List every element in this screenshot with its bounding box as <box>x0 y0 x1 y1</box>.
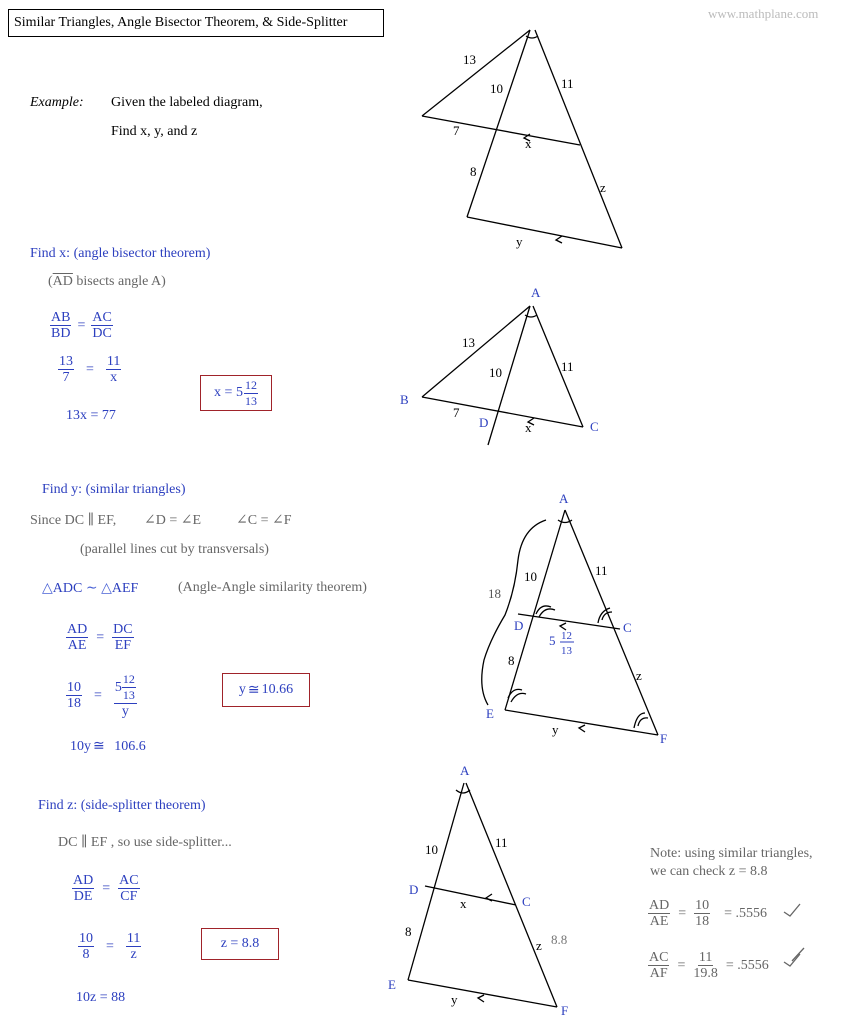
frac-den: AE <box>649 914 669 929</box>
d4-label-y: y <box>451 992 458 1007</box>
d3-label-11: 11 <box>595 563 608 578</box>
approx-symbol: ≅ <box>93 739 105 754</box>
parallel-symbol: ∥ <box>87 513 95 528</box>
d3-dc-whole: 5 <box>549 633 556 648</box>
eq-right: 106.6 <box>114 739 146 754</box>
findy-equation <box>70 738 146 755</box>
d2-label-7: 7 <box>453 405 460 420</box>
findz-proportion-1 <box>72 873 140 904</box>
findx-heading: Find x: (angle bisector theorem) <box>30 246 211 261</box>
equals-sign: = <box>96 629 105 645</box>
d3-vertex-f: F <box>660 731 668 746</box>
findy-angle-cf <box>236 512 292 529</box>
page-title: Similar Triangles, Angle Bisector Theorem, & Side-Splitter <box>8 9 384 37</box>
frac-den: 13 <box>122 688 135 702</box>
findy-angle-de <box>144 512 201 529</box>
frac-num: 11 <box>698 950 713 965</box>
answer-value: 10.66 <box>261 682 294 697</box>
d3-label-18: 18 <box>488 586 501 601</box>
d4-vertex-e: E <box>388 977 396 992</box>
frac-den: AE <box>67 638 87 653</box>
d3-vertex-d: D <box>514 618 524 633</box>
frac-num: 13 <box>59 354 73 369</box>
parallel-symbol: ∥ <box>80 835 88 850</box>
d2-label-13: 13 <box>462 335 475 350</box>
frac-num: 12 <box>244 377 257 392</box>
d1-label-x: x <box>525 136 532 151</box>
frac-num: 12 <box>122 672 135 686</box>
d4-vertex-c: C <box>522 894 531 909</box>
d2-label-11: 11 <box>561 359 574 374</box>
findy-answer-box <box>222 673 310 707</box>
d3-dc-num: 12 <box>561 630 572 642</box>
d3-vertex-e: E <box>486 706 494 721</box>
mixed-whole: 5 <box>114 680 122 695</box>
d4-label-x: x <box>460 896 467 911</box>
sim-right: AEF <box>111 581 139 596</box>
frac-num: AD <box>73 873 94 888</box>
d4-label-10: 10 <box>425 842 438 857</box>
findz-proportion-2 <box>78 931 141 962</box>
findy-sim-note: (Angle-Angle similarity theorem) <box>178 580 367 595</box>
frac-num: AC <box>649 950 669 965</box>
frac-den: z <box>130 947 137 962</box>
findx-answer-box <box>200 375 272 411</box>
frac-den: EF <box>114 638 132 653</box>
d4-vertex-f: F <box>561 1003 569 1018</box>
d1-label-11: 11 <box>561 76 574 91</box>
findy-since-text: Since DC <box>30 513 85 528</box>
check-ratio-1 <box>648 898 767 929</box>
equals-sign: = <box>677 957 686 973</box>
frac-den: DC <box>92 326 112 341</box>
equals-sign: = <box>102 880 111 896</box>
diagram-2-lines <box>422 306 583 445</box>
equals-sign: = <box>106 938 114 954</box>
findz-heading: Find z: (side-splitter theorem) <box>38 798 206 813</box>
d3-vertex-a: A <box>559 491 569 506</box>
triangle-icon: △ <box>101 581 112 596</box>
d1-label-7: 7 <box>453 123 460 138</box>
frac-den: 13 <box>244 393 257 408</box>
findx-note-open: ( <box>48 274 53 289</box>
findy-since <box>30 512 116 529</box>
findy-parallel-note: (parallel lines cut by transversals) <box>80 542 269 557</box>
findy-heading: Find y: (similar triangles) <box>42 482 186 497</box>
d4-label-11: 11 <box>495 835 508 850</box>
frac-num: AD <box>67 622 88 637</box>
equals-sign: = <box>86 361 94 377</box>
frac-num: 10 <box>695 898 710 913</box>
answer-prefix: y <box>238 682 246 697</box>
angle-e: E <box>192 513 202 528</box>
frac-num: AD <box>649 898 670 913</box>
d1-label-10: 10 <box>490 81 503 96</box>
d2-vertex-b: B <box>400 392 409 407</box>
frac-den: x <box>110 370 118 385</box>
findx-note-segment: $\overline{AD}$ <box>52 274 73 289</box>
eq-left: 10y <box>70 739 91 754</box>
d4-vertex-a: A <box>460 763 470 778</box>
findx-proportion-2 <box>58 354 121 385</box>
equals-sign: = <box>94 687 102 703</box>
frac-den: AF <box>649 966 668 981</box>
d3-label-8: 8 <box>508 653 515 668</box>
d3-label-z: z <box>636 668 642 683</box>
check-ratio-2 <box>648 950 769 981</box>
angle-d: D = <box>155 513 181 528</box>
findz-answer-box: z = 8.8 <box>201 928 279 960</box>
equals-sign: = <box>678 905 687 921</box>
frac-den: CF <box>120 889 138 904</box>
check-result: = .5556 <box>724 905 768 921</box>
findy-ef: EF, <box>94 513 117 528</box>
findx-equation: 13x = 77 <box>66 408 116 423</box>
equals-sign: = <box>77 317 86 333</box>
sim-left: ADC <box>52 581 83 596</box>
triangle-icon: △ <box>42 581 53 596</box>
d3-label-y: y <box>552 722 559 737</box>
d1-label-8: 8 <box>470 164 477 179</box>
findx-note <box>48 274 166 290</box>
d1-label-13: 13 <box>463 52 476 67</box>
angle-icon: ∠ <box>180 513 193 528</box>
findy-proportion-1 <box>66 622 134 653</box>
findz-note <box>58 834 232 851</box>
check-line-1: Note: using similar triangles, <box>650 846 813 861</box>
d1-label-z: z <box>600 180 606 195</box>
approx-symbol: ≅ <box>247 682 260 698</box>
check-line-2: we can check z = 8.8 <box>650 864 768 879</box>
d3-label-10: 10 <box>524 569 537 584</box>
angle-icon: ∠ <box>271 513 284 528</box>
d3-dc-den: 13 <box>561 645 572 657</box>
frac-den: 7 <box>62 370 70 385</box>
example-line-2: Find x, y, and z <box>111 124 198 139</box>
d4-label-8-8: 8.8 <box>551 932 568 947</box>
frac-den: 19.8 <box>693 966 718 981</box>
frac-den: DE <box>73 889 93 904</box>
findz-equation: 10z = 88 <box>76 990 126 1005</box>
findy-proportion-2 <box>66 672 137 719</box>
frac-num: AC <box>92 310 112 325</box>
frac-num: 11 <box>126 931 141 946</box>
frac-den: BD <box>51 326 71 341</box>
d1-label-y: y <box>516 234 523 249</box>
angle-c: C = <box>247 513 272 528</box>
angle-icon: ∠ <box>236 513 248 528</box>
note-dc: DC <box>58 835 78 850</box>
frac-den: 18 <box>67 696 81 711</box>
d2-vertex-c: C <box>590 419 599 434</box>
watermark: www.mathplane.com <box>708 6 819 21</box>
note-rest: EF , so use side-splitter... <box>87 835 232 850</box>
frac-num: DC <box>113 622 133 637</box>
d4-label-z: z <box>536 938 542 953</box>
frac-num: 10 <box>67 680 81 695</box>
example-label: Example: <box>30 95 84 110</box>
example-line-1: Given the labeled diagram, <box>111 95 263 110</box>
d2-label-x: x <box>525 420 532 435</box>
angle-icon: ∠ <box>144 513 156 528</box>
frac-den: 18 <box>695 914 710 929</box>
findx-answer-prefix: x = 5 <box>214 385 243 400</box>
frac-num: AB <box>51 310 71 325</box>
d4-vertex-d: D <box>409 882 419 897</box>
d2-vertex-d: D <box>479 415 489 430</box>
frac-num: 10 <box>79 931 93 946</box>
frac-den: y <box>121 704 129 719</box>
findx-note-rest: bisects angle A) <box>72 274 166 289</box>
frac-den: 8 <box>82 947 90 962</box>
d4-label-8: 8 <box>405 924 412 939</box>
frac-num: AC <box>119 873 139 888</box>
check-result: = .5556 <box>725 957 769 973</box>
findx-proportion-1 <box>50 310 113 341</box>
similar-symbol: ∼ <box>85 581 98 596</box>
angle-f: F <box>283 513 292 528</box>
frac-num: 11 <box>106 354 121 369</box>
d2-label-10: 10 <box>489 365 502 380</box>
diagram-1-lines <box>422 30 622 248</box>
d3-vertex-c: C <box>623 620 632 635</box>
d2-vertex-a: A <box>531 285 541 300</box>
findy-similarity <box>42 580 138 597</box>
